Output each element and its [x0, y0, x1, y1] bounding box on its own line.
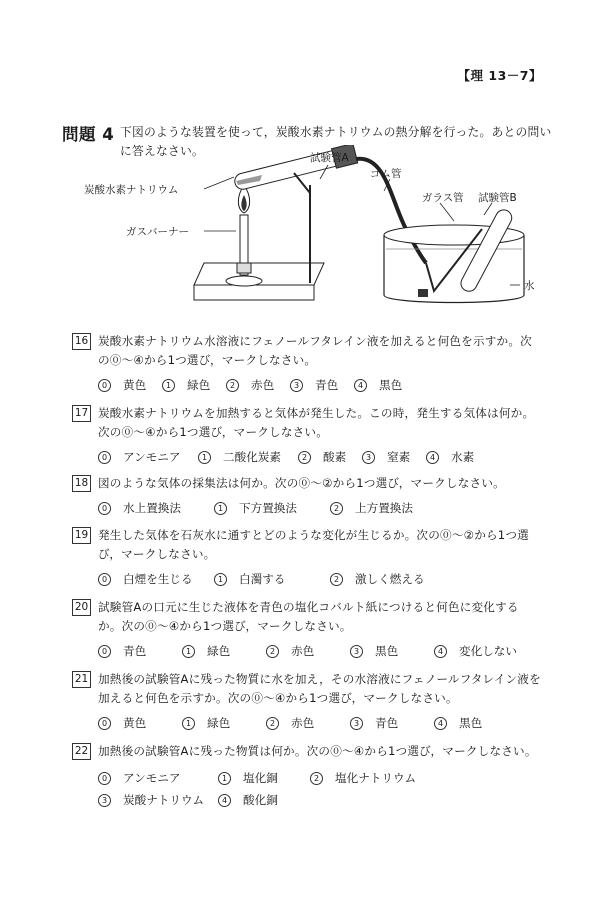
- weight: [418, 289, 428, 297]
- label-water: 水: [524, 280, 535, 292]
- choice-option[interactable]: 1 二酸化炭素: [198, 448, 298, 467]
- choice-option[interactable]: 0 青色: [98, 642, 182, 661]
- burner-valve: [237, 263, 251, 273]
- apparatus-diagram: [84, 145, 554, 320]
- choice-list: [98, 499, 542, 518]
- choice-option[interactable]: 0 アンモニア: [98, 767, 218, 789]
- label-test-tube-b: 試験管B: [478, 192, 517, 204]
- choice-option[interactable]: 2 塩化ナトリウム: [310, 767, 450, 789]
- label-test-tube-a: 試験管A: [310, 152, 349, 164]
- question-text: 図のような気体の採集法は何か。次の⓪～②から1つ選び，マークしなさい。: [98, 476, 505, 490]
- question-text: 炭酸水素ナトリウムを加熱すると気体が発生した。この時，発生する気体は何か。次の⓪～④から1つ選び，マークしなさい。: [98, 406, 535, 439]
- page-code: 【理 13－7】: [457, 68, 542, 83]
- question-20: [72, 598, 542, 661]
- choice-list: [98, 767, 542, 811]
- question-text: 試験管Aの口元に生じた液体を青色の塩化コバルト紙につけると何色に変化するか。次の⓪～④から1つ選び，マークしなさい。: [98, 600, 519, 633]
- choice-option[interactable]: 4 黒色: [354, 376, 418, 395]
- choice-option[interactable]: 0 アンモニア: [98, 448, 198, 467]
- choice-option[interactable]: 1 緑色: [182, 642, 266, 661]
- label-glass-tube: ガラス管: [422, 192, 464, 204]
- choice-option[interactable]: 3 黒色: [350, 642, 434, 661]
- choice-option[interactable]: 1 塩化銅: [218, 767, 310, 789]
- choice-option[interactable]: 3 窒素: [362, 448, 426, 467]
- label-sodium-bicarbonate: 炭酸水素ナトリウム: [84, 184, 179, 196]
- choice-option[interactable]: 2 赤色: [266, 642, 350, 661]
- question-number: 19: [72, 527, 91, 544]
- question-21: [72, 670, 542, 733]
- choice-option[interactable]: 3 青色: [290, 376, 354, 395]
- choice-option[interactable]: 2 激しく燃える: [330, 570, 446, 589]
- question-text: 発生した気体を石灰水に通すとどのような変化が生じるか。次の⓪～②から1つ選び，マークしなさい。: [98, 528, 529, 561]
- choice-option[interactable]: 4 変化しない: [434, 642, 534, 661]
- choice-option[interactable]: 1 白濁する: [214, 570, 330, 589]
- question-number: 17: [72, 405, 91, 422]
- label-rubber-tube: ゴム管: [370, 168, 402, 180]
- choice-option[interactable]: 0 水上置換法: [98, 499, 214, 518]
- question-number: 16: [72, 333, 91, 350]
- choice-list: [98, 376, 542, 395]
- question-number: 20: [72, 599, 91, 616]
- choice-option[interactable]: 2 酸素: [298, 448, 362, 467]
- choice-list: [98, 642, 542, 661]
- clamp-arm: [294, 173, 310, 193]
- choice-option[interactable]: 2 上方置換法: [330, 499, 446, 518]
- question-number: 21: [72, 671, 91, 688]
- question-18: [72, 474, 542, 518]
- question-text: 加熱後の試験管Aに残った物質は何か。次の⓪～④から1つ選び，マークしなさい。: [98, 744, 537, 758]
- question-16: [72, 332, 542, 395]
- problem-intro: 下図のような装置を使って，炭酸水素ナトリウムの熱分解を行った。あとの問いに答えなさい。: [120, 125, 552, 158]
- choice-option[interactable]: 4 水素: [426, 448, 490, 467]
- apparatus-figure: [84, 145, 554, 320]
- choice-option[interactable]: 0 白煙を生じる: [98, 570, 214, 589]
- question-number: 18: [72, 475, 91, 492]
- question-number: 22: [72, 743, 91, 760]
- burner-foot: [226, 276, 262, 286]
- question-text: 炭酸水素ナトリウム水溶液にフェノールフタレイン液を加えると何色を示すか。次の⓪～④から1つ選び，マークしなさい。: [98, 334, 532, 367]
- question-17: [72, 404, 542, 467]
- test-tube-b-shape: [458, 207, 514, 294]
- question-text: 加熱後の試験管Aに残った物質に水を加え，その水溶液にフェノールフタレイン液を加えると何色を示すか。次の⓪～④から1つ選び，マークしなさい。: [98, 672, 541, 705]
- choice-option[interactable]: 2 赤色: [226, 376, 290, 395]
- choice-option[interactable]: 3 青色: [350, 714, 434, 733]
- choice-option[interactable]: 0 黄色: [98, 714, 182, 733]
- choice-option[interactable]: 2 赤色: [266, 714, 350, 733]
- choice-option[interactable]: 1 下方置換法: [214, 499, 330, 518]
- choice-option[interactable]: 1 緑色: [162, 376, 226, 395]
- problem-label: 問題 4: [62, 125, 115, 144]
- choice-option[interactable]: 4 黒色: [434, 714, 518, 733]
- choice-list: [98, 570, 542, 589]
- stand-base-front: [194, 285, 314, 300]
- choice-list: [98, 714, 542, 733]
- choice-list: [98, 448, 542, 467]
- label-gas-burner: ガスバーナー: [126, 226, 189, 238]
- choice-option[interactable]: 1 緑色: [182, 714, 266, 733]
- question-22: [72, 742, 542, 811]
- question-19: [72, 526, 542, 589]
- choice-option[interactable]: 3 炭酸ナトリウム: [98, 789, 218, 811]
- choice-option[interactable]: 4 酸化銅: [218, 789, 310, 811]
- choice-option[interactable]: 0 黄色: [98, 376, 162, 395]
